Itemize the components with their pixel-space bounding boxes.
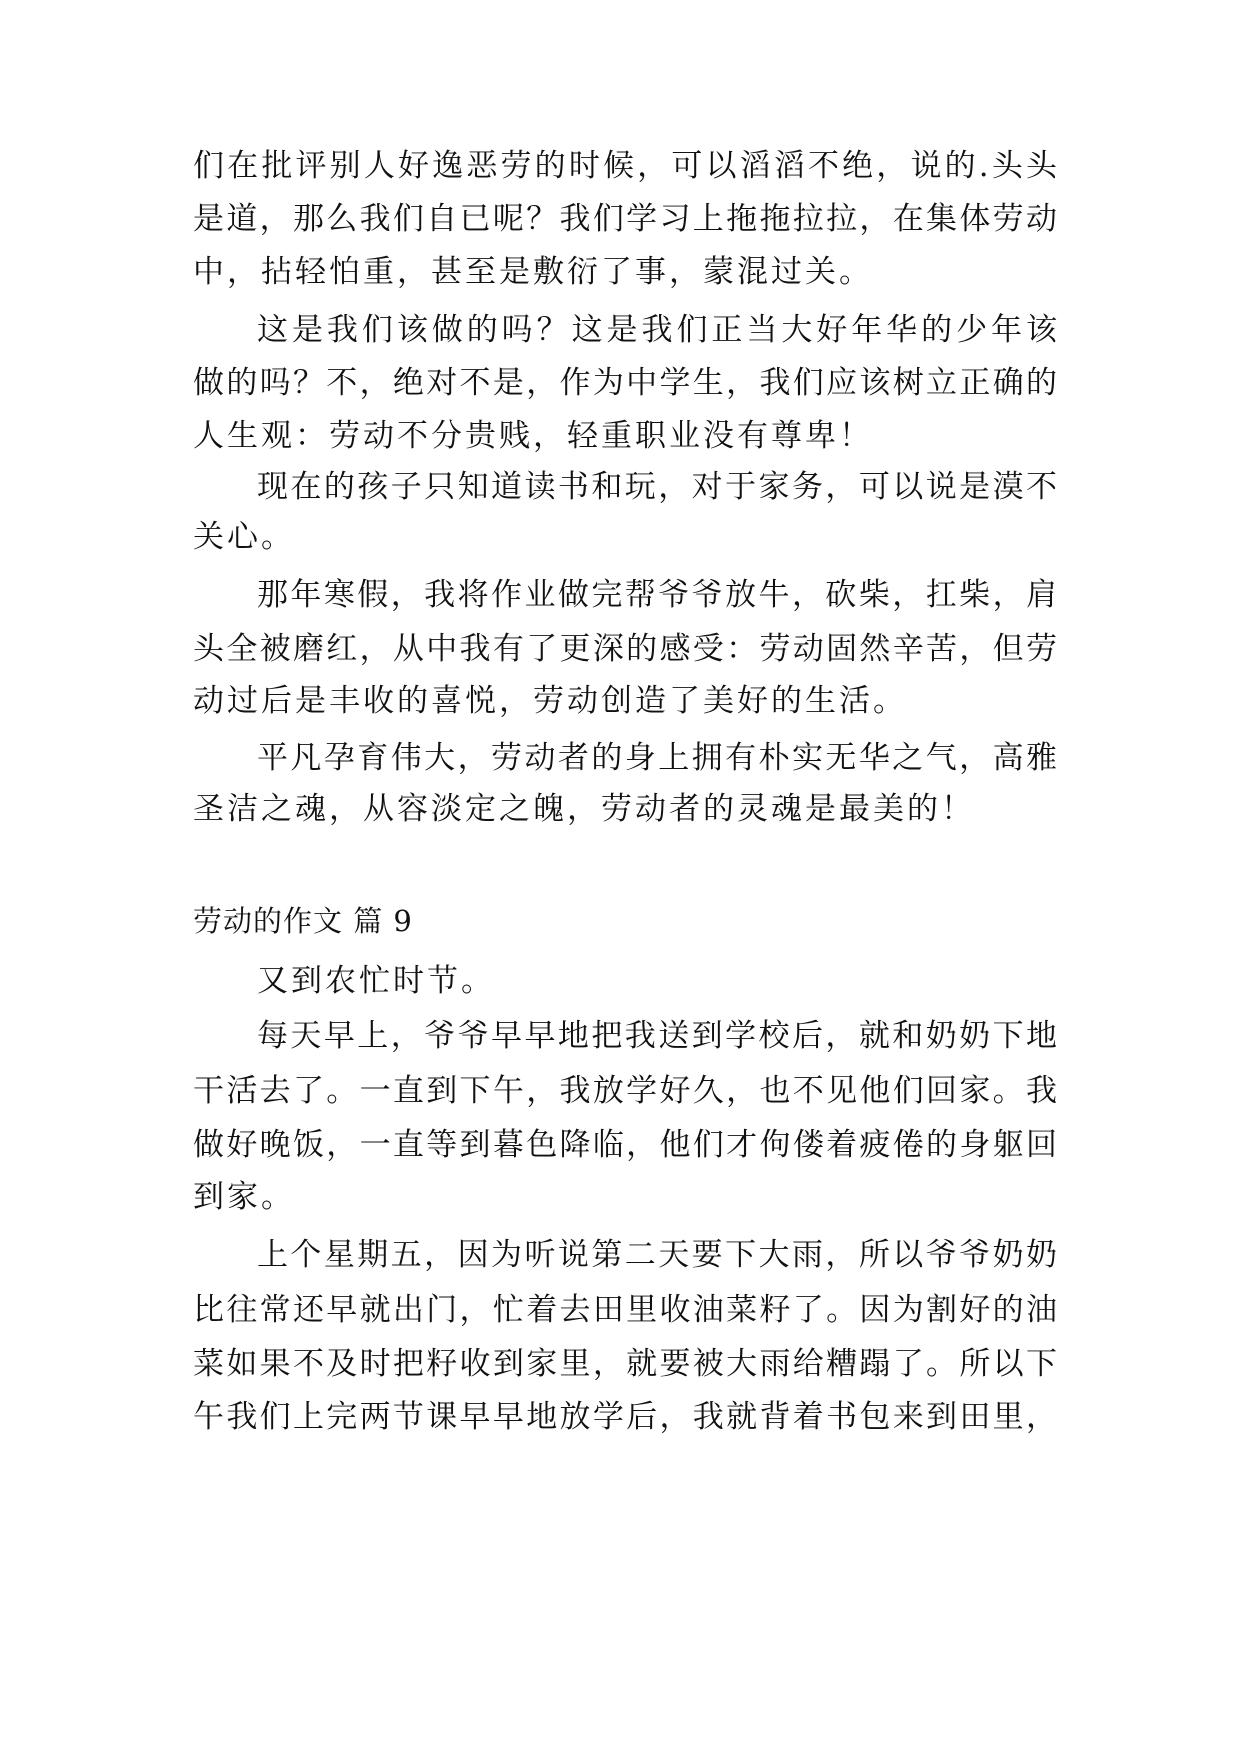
paragraph-line: 中，拈轻怕重，甚至是敷衍了事，蒙混过关。 <box>193 254 873 290</box>
paragraph-line: 平凡孕育伟大，劳动者的身上拥有朴实无华之气，高雅 <box>257 740 1057 776</box>
paragraph-line: 关心。 <box>193 519 295 555</box>
paragraph-line: 菜如果不及时把籽收到家里，就要被大雨给糟蹋了。所以下 <box>193 1346 1057 1382</box>
paragraph-line: 是道，那么我们自已呢？我们学习上拖拖拉拉，在集体劳动 <box>193 201 1057 237</box>
paragraph-line: 到家。 <box>193 1179 295 1215</box>
paragraph-line: 动过后是丰收的喜悦，劳动创造了美好的生活。 <box>193 683 907 719</box>
paragraph-line: 干活去了。一直到下午，我放学好久，也不见他们回家。我 <box>193 1073 1057 1109</box>
paragraph-line: 现在的孩子只知道读书和玩，对于家务，可以说是漠不 <box>257 469 1057 505</box>
paragraph-line: 每天早上，爷爷早早地把我送到学校后，就和奶奶下地 <box>257 1018 1057 1054</box>
paragraph-line: 又到农忙时节。 <box>257 963 495 999</box>
paragraph-line: 做好晚饭，一直等到暮色降临，他们才佝偻着疲倦的身躯回 <box>193 1127 1057 1163</box>
paragraph-line: 这是我们该做的吗？这是我们正当大好年华的少年该 <box>257 312 1057 348</box>
paragraph-line: 人生观：劳动不分贵贱，轻重职业没有尊卑！ <box>193 418 873 454</box>
paragraph-line: 们在批评别人好逸恶劳的时候，可以滔滔不绝，说的.头头 <box>193 148 1057 184</box>
paragraph-line: 头全被磨红，从中我有了更深的感受：劳动固然辛苦，但劳 <box>193 631 1057 667</box>
section-heading: 劳动的作文 篇 9 <box>193 904 413 938</box>
paragraph-line: 上个星期五，因为听说第二天要下大雨，所以爷爷奶奶 <box>257 1237 1057 1273</box>
paragraph-line: 那年寒假，我将作业做完帮爷爷放牛，砍柴，扛柴，肩 <box>257 577 1057 613</box>
paragraph-line: 比往常还早就出门，忙着去田里收油菜籽了。因为割好的油 <box>193 1292 1057 1328</box>
paragraph-line: 做的吗？不，绝对不是，作为中学生，我们应该树立正确的 <box>193 365 1057 401</box>
paragraph-line: 午我们上完两节课早早地放学后，我就背着书包来到田里， <box>193 1399 1057 1435</box>
paragraph-line: 圣洁之魂，从容淡定之魄，劳动者的灵魂是最美的！ <box>193 791 975 827</box>
